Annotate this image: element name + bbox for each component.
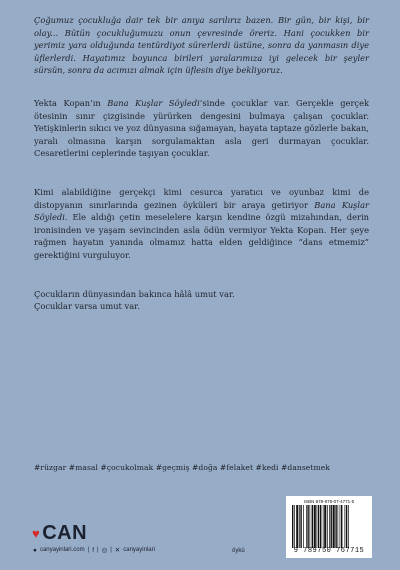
closing-line-1: Çocukların dünyasından bakınca hâlâ umut var. [34, 288, 235, 299]
barcode-number: 9 789750 767715 [293, 547, 365, 555]
hashtags: #rüzgar #masal #çocukolmak #geçmiş #doğa #felaket #kedi #dansetmek [34, 463, 330, 472]
x-twitter-icon[interactable]: ✕ [114, 547, 121, 554]
closing-line-2: Çocuklar varsa umut var. [34, 301, 140, 312]
isbn-label: ISBN 978-975-07-4771-5 [303, 499, 355, 504]
barcode [290, 505, 368, 548]
social-handle[interactable]: canyayinlari [123, 547, 155, 553]
book-title-inline: Bana Kuşlar Söyledi [107, 97, 200, 108]
publisher-socials: ● canyayinlari.com | f | ◎ | ✕ canyayinlari [33, 546, 155, 554]
facebook-icon[interactable]: f [92, 546, 94, 554]
category-label: öykü [232, 548, 245, 554]
book-title-inline: Bana Kuşlar Söyledi [34, 199, 369, 223]
publisher-logo-text: CAN [42, 522, 88, 544]
website-link[interactable]: canyayinlari.com [39, 547, 85, 553]
globe-icon: ● [33, 546, 37, 554]
publisher-logo [32, 522, 87, 545]
instagram-icon[interactable]: ◎ [101, 547, 108, 554]
heart-icon: ♥ [32, 526, 41, 541]
closing-paragraph [34, 288, 369, 313]
description-paragraph-2: Kimi alabildiğine gerçekçi kimi cesurca yaratıcı ve oyunbaz kimi de distopyanın sınırlarında gezinen öyküleri bir araya getiriyor Bana Kuşlar Söyledi. Ele aldığı çetin meselelere karşın kendine özgü mizahından, derin ironisinden ve yaşam sevincinden asla ödün vermiyor Yekta Kopan. Her şeye rağmen hayatın yanında olmamız hatta elden geldiğince “dans etmemiz” gerektiğini vurguluyor. [34, 186, 369, 260]
isbn-barcode-box [286, 496, 372, 558]
quote-paragraph: Çoğumuz çocukluğa dair tek bir anıya sarılırız bazen. Bir gün, bir kişi, bir olay... Bütün çocukluğumuzu onun çevresinde öreriz. Hani çocukken bir yerimiz yara olduğunda tentürdiyot sürerlerdi üstüne, sonra da yanmasın diye üflerlerdi. Hayatımız boyunca birileri yaralarımıza iyi gelecek bir şeyler sürsün, sonra da acımızı almak için üflesin diye bekliyoruz. [34, 15, 369, 76]
description-paragraph-1: Yekta Kopan’ın Bana Kuşlar Söyledi’sinde çocuklar var. Gerçekle gerçek ötesinin sınır çizgisinde yürürken dengesini bulmaya çalışan çocuklar. Yetişkinlerin sıkıcı ve yoz dünyasına sığamayan, hayata taptaze gözlerle bakan, yaralı olmasına karşın sorgulamaktan asla geri durmayan çocuklar. Cesaretlerini ceplerinde taşıyan çocuklar. [34, 97, 370, 159]
